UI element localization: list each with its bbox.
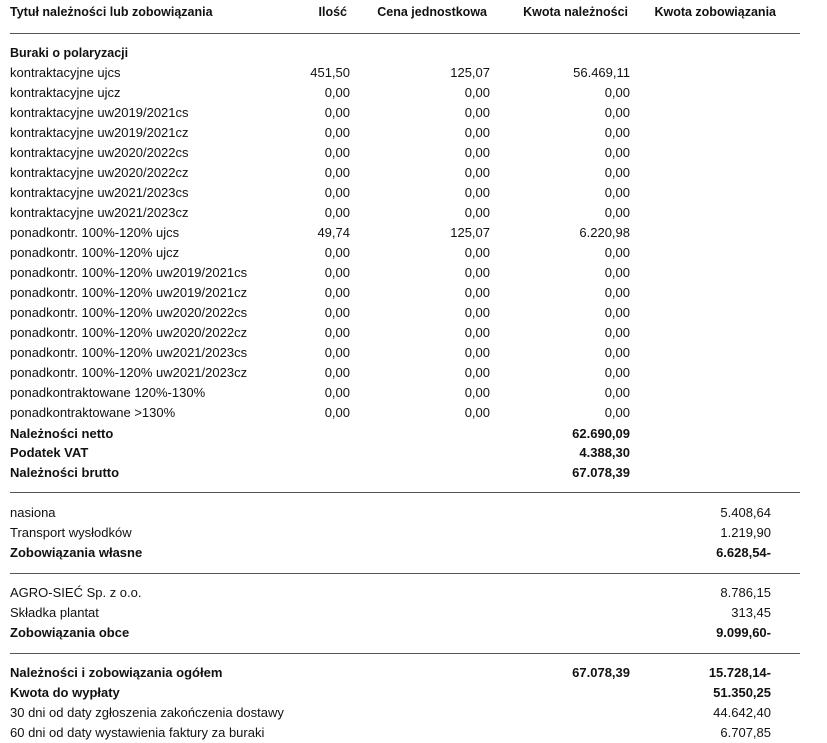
payment-schedule-amount: 44.642,40 [713,705,771,720]
item-amount: 0,00 [604,145,630,160]
section-title-row [0,43,827,63]
item-unit-price: 0,00 [464,365,490,380]
item-label: kontraktacyjne uw2021/2023cs [10,185,189,200]
item-label: ponadkontraktowane 120%-130% [10,385,206,400]
item-quantity: 451,50 [310,65,350,80]
payment-schedule-label: 60 dni od daty wystawienia faktury za buraki [10,725,265,740]
payout-value: 51.350,25 [713,685,771,700]
item-amount: 0,00 [604,405,630,420]
own-liability-label: Transport wysłodków [10,525,132,540]
item-row [0,243,827,263]
item-amount: 0,00 [604,125,630,140]
item-quantity: 0,00 [324,125,350,140]
gross-receivables-row [0,463,827,483]
divider-own-liabilities [10,492,800,493]
item-row [0,123,827,143]
item-unit-price: 125,07 [450,65,490,80]
item-unit-price: 0,00 [464,145,490,160]
own-liability-row [0,503,827,523]
item-unit-price: 0,00 [464,305,490,320]
vat-row [0,443,827,463]
item-amount: 0,00 [604,305,630,320]
overall-row [0,663,827,683]
item-unit-price: 0,00 [464,205,490,220]
item-row [0,383,827,403]
item-amount: 6.220,98 [579,225,630,240]
item-quantity: 0,00 [324,265,350,280]
item-label: ponadkontr. 100%-120% uw2019/2021cs [10,265,248,280]
item-row [0,223,827,243]
third-party-liability-row [0,583,827,603]
item-quantity: 0,00 [324,85,350,100]
header-payable: Kwota zobowiązania [654,5,776,19]
item-label: ponadkontraktowane >130% [10,405,176,420]
item-row [0,303,827,323]
item-label: ponadkontr. 100%-120% uw2019/2021cz [10,285,248,300]
item-label: kontraktacyjne ujcz [10,85,121,100]
item-unit-price: 0,00 [464,265,490,280]
header-unit-price: Cena jednostkowa [377,5,487,19]
own-liability-amount: 5.408,64 [720,505,771,520]
item-unit-price: 0,00 [464,185,490,200]
vat-value: 4.388,30 [579,445,630,460]
item-label: ponadkontr. 100%-120% uw2021/2023cs [10,345,248,360]
header-receivable: Kwota należności [523,5,628,19]
item-label: ponadkontr. 100%-120% ujcs [10,225,180,240]
item-amount: 0,00 [604,205,630,220]
item-quantity: 0,00 [324,305,350,320]
item-label: ponadkontr. 100%-120% uw2020/2022cs [10,305,248,320]
item-quantity: 0,00 [324,365,350,380]
third-party-liabilities-total-value: 9.099,60- [716,625,771,640]
item-label: kontraktacyjne uw2019/2021cz [10,125,189,140]
item-unit-price: 0,00 [464,125,490,140]
item-label: ponadkontr. 100%-120% uw2021/2023cz [10,365,248,380]
item-amount: 0,00 [604,385,630,400]
own-liability-label: nasiona [10,505,56,520]
item-row [0,403,827,423]
item-quantity: 0,00 [324,385,350,400]
item-quantity: 0,00 [324,205,350,220]
item-quantity: 0,00 [324,285,350,300]
third-party-liability-label: AGRO-SIEĆ Sp. z o.o. [10,585,142,600]
item-row [0,343,827,363]
gross-receivables-value: 67.078,39 [572,465,630,480]
item-row [0,183,827,203]
third-party-liability-row [0,603,827,623]
item-amount: 0,00 [604,285,630,300]
section-title: Buraki o polaryzacji [10,46,129,60]
own-liability-row [0,523,827,543]
payout-row [0,683,827,703]
item-amount: 0,00 [604,245,630,260]
overall-label: Należności i zobowiązania ogółem [10,665,223,680]
item-unit-price: 0,00 [464,405,490,420]
item-unit-price: 0,00 [464,85,490,100]
item-row [0,283,827,303]
item-label: kontraktacyjne uw2020/2022cz [10,165,189,180]
item-row [0,363,827,383]
item-quantity: 0,00 [324,145,350,160]
item-label: kontraktacyjne ujcs [10,65,121,80]
header-quantity: Ilość [318,5,347,19]
item-label: kontraktacyjne uw2020/2022cs [10,145,189,160]
net-receivables-value: 62.690,09 [572,426,630,441]
item-amount: 56.469,11 [573,65,630,80]
item-row [0,83,827,103]
item-quantity: 0,00 [324,245,350,260]
own-liabilities-total-value: 6.628,54- [716,545,771,560]
item-label: kontraktacyjne uw2021/2023cz [10,205,189,220]
table-header [0,5,827,23]
own-liabilities-total-row [0,543,827,563]
divider-summary [10,653,800,654]
third-party-liability-amount: 8.786,15 [720,585,771,600]
item-amount: 0,00 [604,105,630,120]
item-label: ponadkontr. 100%-120% ujcz [10,245,180,260]
item-quantity: 0,00 [324,345,350,360]
item-quantity: 49,74 [317,225,350,240]
item-row [0,203,827,223]
item-amount: 0,00 [604,85,630,100]
item-quantity: 0,00 [324,325,350,340]
item-unit-price: 0,00 [464,245,490,260]
item-unit-price: 0,00 [464,385,490,400]
header-divider [10,33,800,34]
item-quantity: 0,00 [324,165,350,180]
payment-schedule-label: 30 dni od daty zgłoszenia zakończenia dostawy [10,705,284,720]
own-liability-amount: 1.219,90 [720,525,771,540]
divider-third-party-liabilities [10,573,800,574]
overall-payable: 15.728,14- [708,665,771,680]
item-amount: 0,00 [604,265,630,280]
item-row [0,143,827,163]
item-amount: 0,00 [604,345,630,360]
item-row [0,63,827,83]
net-receivables-label: Należności netto [10,426,114,441]
item-unit-price: 0,00 [464,285,490,300]
item-label: kontraktacyjne uw2019/2021cs [10,105,189,120]
item-row [0,103,827,123]
payout-label: Kwota do wypłaty [10,685,120,700]
vat-label: Podatek VAT [10,445,89,460]
item-unit-price: 0,00 [464,165,490,180]
item-amount: 0,00 [604,185,630,200]
header-title: Tytuł należności lub zobowiązania [10,5,213,19]
item-unit-price: 0,00 [464,345,490,360]
overall-receivable: 67.078,39 [572,665,630,680]
item-quantity: 0,00 [324,185,350,200]
item-row [0,263,827,283]
third-party-liabilities-total-row [0,623,827,643]
item-quantity: 0,00 [324,105,350,120]
item-row [0,163,827,183]
payment-schedule-row [0,723,827,743]
third-party-liabilities-total-label: Zobowiązania obce [10,625,130,640]
gross-receivables-label: Należności brutto [10,465,120,480]
payment-schedule-row [0,703,827,723]
item-label: ponadkontr. 100%-120% uw2020/2022cz [10,325,248,340]
third-party-liability-amount: 313,45 [731,605,771,620]
net-receivables-row [0,424,827,444]
payment-schedule-amount: 6.707,85 [720,725,771,740]
item-amount: 0,00 [604,165,630,180]
item-unit-price: 0,00 [464,105,490,120]
third-party-liability-label: Składka plantat [10,605,99,620]
item-amount: 0,00 [604,365,630,380]
item-unit-price: 0,00 [464,325,490,340]
item-amount: 0,00 [604,325,630,340]
own-liabilities-total-label: Zobowiązania własne [10,545,143,560]
item-row [0,323,827,343]
item-unit-price: 125,07 [450,225,490,240]
item-quantity: 0,00 [324,405,350,420]
